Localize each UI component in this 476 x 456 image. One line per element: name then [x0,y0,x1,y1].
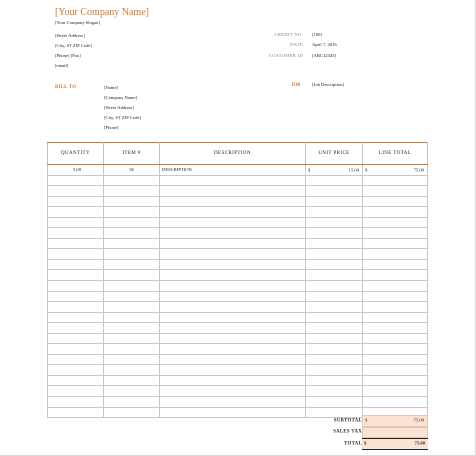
subtotal-label: SUBTOTAL [333,418,362,424]
table-row[interactable] [48,375,428,386]
cell-item[interactable] [104,302,160,313]
cell-quantity[interactable] [48,281,104,292]
cell-unit-price[interactable] [306,186,363,197]
cell-quantity[interactable] [48,375,104,386]
company-phone-fax: [Phone] [Fax] [55,53,81,58]
cell-line-total [363,397,428,408]
cell-item[interactable] [104,291,160,302]
bill-to-phone: [Phone] [104,125,119,130]
total-currency: $ [364,440,367,446]
cell-unit-price[interactable] [306,354,363,365]
table-row[interactable] [48,302,428,313]
total-cell [362,438,428,450]
totals-block [304,415,428,450]
cell-line-total [363,217,428,228]
cell-quantity[interactable] [48,175,104,186]
cell-line-total [363,302,428,313]
cell-unit-price[interactable] [306,259,363,270]
cell-description[interactable] [160,386,306,397]
header-item: ITEM # [104,143,160,165]
unit-price-currency: $ [308,167,311,173]
total-amount: 75.00 [414,440,425,446]
cell-description[interactable] [160,217,306,228]
line-total-amount: 75.00 [413,167,424,173]
cell-description[interactable] [160,259,306,270]
subtotal-row [304,415,428,427]
cell-line-total [363,333,428,344]
cell-line-total [363,344,428,355]
cell-item[interactable] [104,175,160,186]
cell-item[interactable] [104,196,160,207]
job-value: [Job Description] [312,82,345,87]
subtotal-currency: $ [365,417,368,423]
bill-to-name: [Name] [104,85,119,90]
cell-description[interactable] [160,333,306,344]
cell-item[interactable] [104,375,160,386]
table-row[interactable] [48,238,428,249]
cell-unit-price[interactable] [306,344,363,355]
cell-quantity[interactable] [48,365,104,376]
table-row[interactable] [48,207,428,218]
cell-item[interactable] [104,281,160,292]
table-row[interactable] [48,312,428,323]
cell-unit-price[interactable] [306,175,363,186]
cell-quantity[interactable] [48,249,104,260]
cell-quantity[interactable] [48,354,104,365]
unit-price-amount: 15.00 [348,167,359,173]
cell-line-total [363,354,428,365]
cell-line-total [363,228,428,239]
table-row[interactable] [48,386,428,397]
sales-tax-cell[interactable] [362,427,428,439]
cell-item[interactable] [104,228,160,239]
cell-unit-price[interactable] [306,302,363,313]
cell-item[interactable] [104,365,160,376]
cell-quantity[interactable] [48,186,104,197]
credit-no-label: CREDIT NO. [274,32,303,37]
cell-item[interactable] [104,207,160,218]
cell-line-total [363,165,428,176]
cell-unit-price[interactable] [306,217,363,228]
cell-quantity[interactable] [48,217,104,228]
cell-description[interactable] [160,302,306,313]
table-row[interactable] [48,175,428,186]
cell-item[interactable] [104,259,160,270]
cell-description[interactable] [160,175,306,186]
cell-unit-price[interactable] [306,291,363,302]
cell-description[interactable] [160,207,306,218]
cell-description[interactable] [160,186,306,197]
customer-id-label: CUSTOMER ID [268,53,303,58]
cell-item[interactable] [104,397,160,408]
company-city: [City, ST ZIP Code] [55,43,92,48]
table-row[interactable] [48,270,428,281]
table-row[interactable] [48,165,428,176]
cell-unit-price[interactable] [306,312,363,323]
cell-quantity[interactable] [48,196,104,207]
cell-item[interactable] [104,238,160,249]
cell-unit-price[interactable] [306,375,363,386]
sales-tax-row [304,427,428,439]
cell-quantity[interactable] [48,270,104,281]
cell-description[interactable] [160,228,306,239]
cell-unit-price[interactable] [306,333,363,344]
cell-unit-price[interactable] [306,165,363,176]
cell-line-total [363,312,428,323]
cell-quantity[interactable]: 5.00 [48,165,104,176]
cell-quantity[interactable] [48,323,104,334]
cell-unit-price[interactable] [306,281,363,292]
table-row[interactable] [48,344,428,355]
cell-description[interactable] [160,270,306,281]
cell-quantity[interactable] [48,207,104,218]
cell-quantity[interactable] [48,333,104,344]
bill-to-label: BILL TO [55,85,77,90]
bill-to-street: [Street Address] [104,105,134,110]
cell-description[interactable] [160,397,306,408]
company-email: [email] [55,63,69,68]
cell-description[interactable] [160,291,306,302]
cell-unit-price[interactable] [306,365,363,376]
table-row[interactable] [48,281,428,292]
table-row[interactable] [48,291,428,302]
cell-description[interactable] [160,344,306,355]
cell-description[interactable] [160,323,306,334]
bill-to-company: [Company Name] [104,95,138,100]
cell-line-total [363,186,428,197]
cell-description[interactable] [160,281,306,292]
cell-item[interactable] [104,344,160,355]
table-row[interactable] [48,217,428,228]
table-row[interactable] [48,249,428,260]
date-label: DATE [290,42,303,47]
cell-quantity[interactable] [48,312,104,323]
cell-description[interactable] [160,238,306,249]
cell-item[interactable] [104,270,160,281]
cell-description[interactable] [160,407,306,418]
cell-line-total [363,323,428,334]
cell-line-total [363,249,428,260]
cell-unit-price[interactable] [306,228,363,239]
table-row[interactable] [48,196,428,207]
cell-description[interactable] [160,354,306,365]
cell-unit-price[interactable] [306,238,363,249]
cell-unit-price[interactable] [306,196,363,207]
header-unit-price: UNIT PRICE [306,143,363,165]
company-slogan: [Your Company Slogan] [55,20,100,25]
date-value: April 7, 2016 [312,42,337,47]
cell-description[interactable] [160,312,306,323]
company-street: [Street Address] [55,33,85,38]
credit-no-value: [100] [312,32,322,37]
company-name: [Your Company Name] [55,7,149,18]
bill-to-city: [City, ST ZIP Code] [104,115,141,120]
cell-line-total [363,270,428,281]
cell-quantity[interactable] [48,238,104,249]
total-row [304,438,428,450]
table-row[interactable] [48,228,428,239]
cell-quantity[interactable] [48,386,104,397]
subtotal-cell [362,415,428,427]
cell-unit-price[interactable] [306,323,363,334]
header-line-total: LINE TOTAL [363,143,428,165]
cell-item[interactable] [104,386,160,397]
table-row[interactable] [48,186,428,197]
cell-item[interactable] [104,354,160,365]
cell-quantity[interactable] [48,397,104,408]
cell-line-total [363,281,428,292]
table-header-row [48,143,428,165]
line-items-table [47,142,428,418]
table-row[interactable] [48,397,428,408]
total-label: TOTAL [344,441,362,447]
cell-unit-price[interactable] [306,270,363,281]
customer-id-value: [ABC12345] [312,53,336,58]
cell-quantity[interactable] [48,259,104,270]
table-row[interactable] [48,259,428,270]
cell-description[interactable] [160,365,306,376]
sales-tax-label: SALES TAX [333,429,362,435]
cell-item[interactable] [104,186,160,197]
cell-item[interactable]: 56 [104,165,160,176]
cell-description[interactable] [160,249,306,260]
cell-line-total [363,207,428,218]
cell-item[interactable] [104,217,160,228]
table-row[interactable] [48,323,428,334]
cell-item[interactable] [104,407,160,418]
line-total-currency: $ [365,167,368,173]
cell-line-total [363,365,428,376]
cell-quantity[interactable] [48,228,104,239]
subtotal-amount: 75.00 [413,417,424,423]
cell-unit-price[interactable] [306,386,363,397]
cell-quantity[interactable] [48,407,104,418]
cell-quantity[interactable] [48,291,104,302]
table-row[interactable] [48,333,428,344]
cell-line-total [363,386,428,397]
cell-line-total [363,375,428,386]
cell-line-total [363,291,428,302]
cell-quantity[interactable] [48,344,104,355]
cell-unit-price[interactable] [306,249,363,260]
cell-description[interactable]: DESCRIPTION [160,165,306,176]
cell-line-total [363,238,428,249]
cell-item[interactable] [104,249,160,260]
cell-item[interactable] [104,323,160,334]
cell-item[interactable] [104,333,160,344]
cell-line-total [363,196,428,207]
table-row[interactable] [48,365,428,376]
cell-description[interactable] [160,375,306,386]
cell-unit-price[interactable] [306,207,363,218]
cell-line-total [363,175,428,186]
job-label: JOB [291,83,301,88]
cell-quantity[interactable] [48,302,104,313]
header-quantity: QUANTITY [48,143,104,165]
cell-unit-price[interactable] [306,397,363,408]
table-row[interactable] [48,354,428,365]
cell-item[interactable] [104,312,160,323]
cell-description[interactable] [160,196,306,207]
cell-line-total [363,259,428,270]
header-description: DESCRIPTION [160,143,306,165]
